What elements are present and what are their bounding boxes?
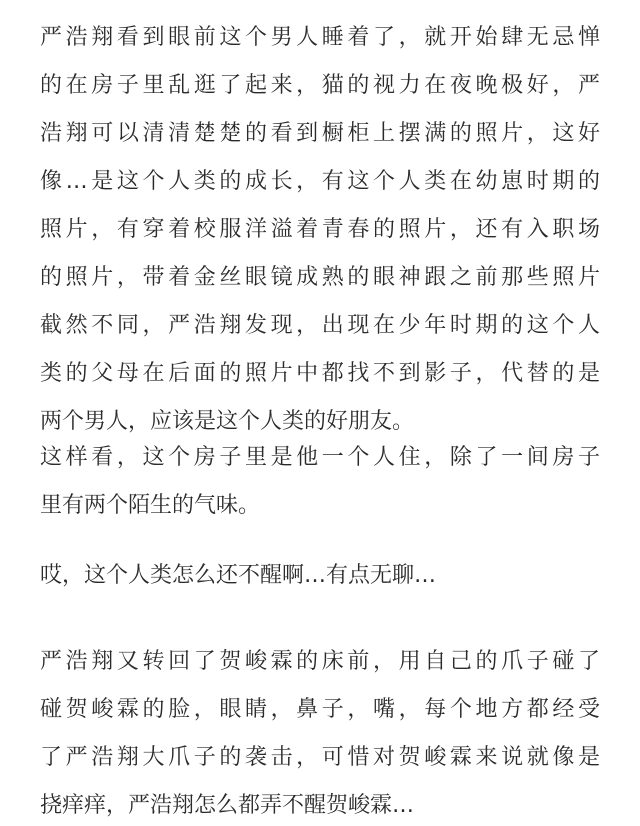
text-line: 碰贺峻霖的脸，眼睛，鼻子，嘴，每个地方都经受 [40,697,600,722]
text-line: 像…是这个人类的成长，有这个人类在幼崽时期的 [40,169,600,194]
text-line: 浩翔可以清清楚楚的看到橱柜上摆满的照片，这好 [40,121,600,146]
text-line: 了严浩翔大爪子的袭击，可惜对贺峻霖来说就像是 [40,745,600,770]
text-line: 截然不同，严浩翔发现，出现在少年时期的这个人 [40,313,600,338]
text-line: 两个男人，应该是这个人类的好朋友。 [40,409,415,434]
text-line: 的在房子里乱逛了起来，猫的视力在夜晚极好，严 [40,73,600,98]
text-line: 挠痒痒，严浩翔怎么都弄不醒贺峻霖… [40,793,415,818]
text-line: 照片，有穿着校服洋溢着青春的照片，还有入职场 [40,217,600,242]
paragraph-2 [40,434,600,530]
text-line: 的照片，带着金丝眼镜成熟的眼神跟之前那些照片 [40,265,600,290]
text-line: 严浩翔看到眼前这个男人睡着了，就开始肆无忌惮 [40,25,600,50]
paragraph-1 [40,14,600,446]
paragraph-3 [40,552,600,600]
text-line: 严浩翔又转回了贺峻霖的床前，用自己的爪子碰了 [40,649,600,674]
text-line: 里有两个陌生的气味。 [40,493,261,518]
text-line: 类的父母在后面的照片中都找不到影子，代替的是 [40,361,600,386]
text-line: 这样看，这个房子里是他一个人住，除了一间房子 [40,445,600,470]
paragraph-4 [40,638,600,826]
text-line: 哎，这个人类怎么还不醒啊…有点无聊… [40,563,437,588]
